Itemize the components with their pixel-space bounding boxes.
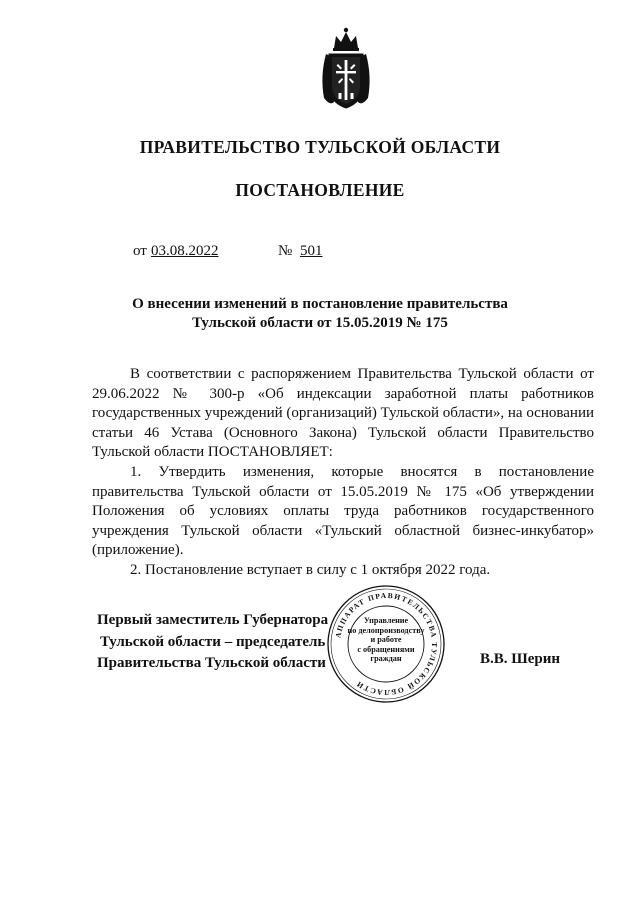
organization-title: ПРАВИТЕЛЬСТВО ТУЛЬСКОЙ ОБЛАСТИ [139,137,501,157]
document-date: 03.08.2022 [151,243,219,259]
point-2-paragraph: 2. Постановление вступает в силу с 1 октября 2022 года. [130,561,491,578]
signer-position-line-1: Первый заместитель Губернатора [97,612,329,628]
date-prefix: от [133,243,147,259]
document-body [92,365,594,581]
signer-position-line-2: Тульской области – председатель [100,633,326,650]
coat-of-arms-icon [316,26,376,112]
signer-name: В.В. Шерин [480,651,561,667]
document-number: 501 [300,243,323,259]
stamp-line-4: с обращениями [357,644,415,654]
stamp-line-2: по делопроизводству [347,625,425,635]
preamble-paragraph: В соответствии с распоряжением Правительства Тульской области от 29.06.2022 № 300-р «Об индексации заработной платы работников государственных учреждений (организаций) Тульской области», на основании статьи 46 Устава (Основного Закона) Тульской области Правительство Тульской области ПОСТАНОВЛЯЕТ: [92,366,594,461]
signer-position-line-3: Правительства Тульской области [97,655,326,671]
point-1-paragraph: 1. Утвердить изменения, которые вносятся в постановление правительства Тульской области от 15.05.2019 № 175 «Об утверждении Положения об условиях оплаты труда работников государственного учреждения Тульской области «Тульский областной бизнес-инкубатор» (приложение). [92,463,594,559]
document-type-title: ПОСТАНОВЛЕНИЕ [235,180,405,200]
stamp-line-5: граждан [370,654,402,664]
signature-block [97,610,328,675]
stamp-ring-text: АППАРАТ ПРАВИТЕЛЬСТВА ТУЛЬСКОЙ ОБЛАСТИ [333,590,440,698]
document-subject [0,295,640,333]
subject-line-1: О внесении изменений в постановление правительства [132,296,508,312]
subject-line-2: Тульской области от 15.05.2019 № 175 [192,315,448,331]
stamp-center-text [346,616,426,664]
stamp-line-3: и работе [370,635,402,645]
stamp-line-1: Управление [363,616,409,625]
number-prefix: № [278,243,293,259]
